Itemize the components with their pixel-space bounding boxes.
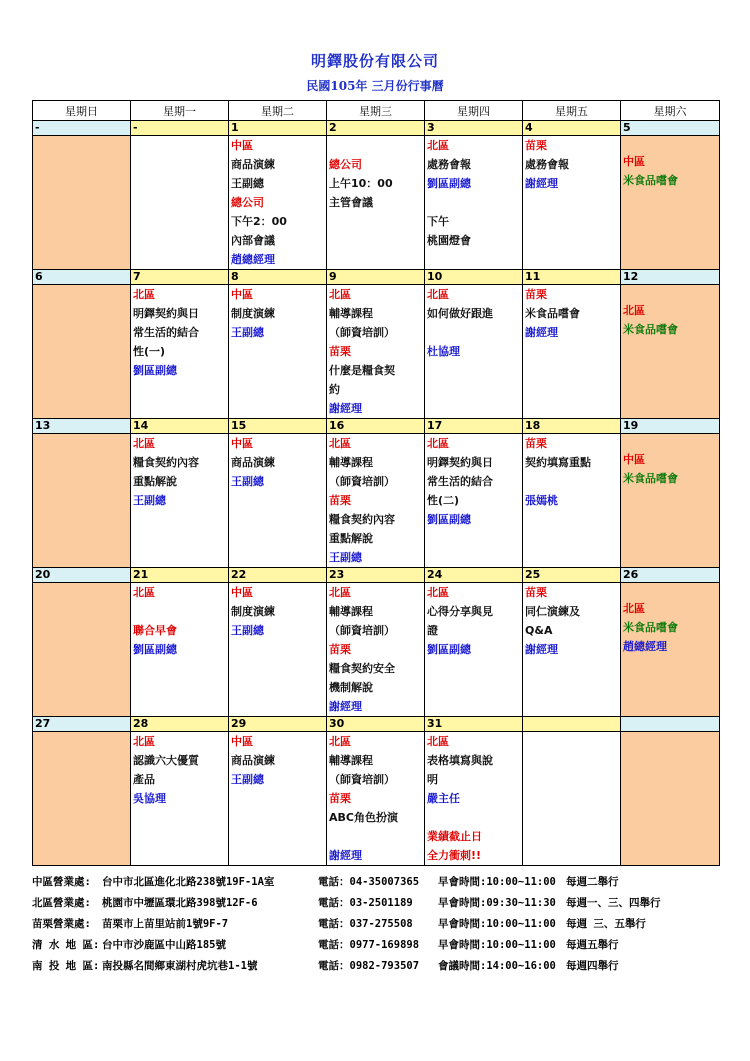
event-line: 謝經理: [329, 402, 362, 415]
day-cell: [33, 136, 131, 270]
event-line: （師資培訓）: [329, 773, 395, 786]
date-row: [33, 717, 720, 732]
event-line: 重點解說: [329, 532, 373, 545]
event-line: [427, 193, 522, 212]
date-number: 20: [33, 568, 131, 583]
event-line: 心得分享與見: [427, 605, 493, 618]
event-line: 制度演練: [231, 307, 275, 320]
event-line: 中區: [231, 735, 253, 748]
event-line: 苗栗: [329, 792, 351, 805]
event-line: 苗栗: [329, 345, 351, 358]
events-row: [33, 136, 720, 270]
event-line: [329, 136, 424, 155]
event-line: 常生活的結合: [427, 475, 493, 488]
date-number: 26: [621, 568, 720, 583]
event-line: 商品演練: [231, 158, 275, 171]
office-address: 台中市沙鹿區中山路185號: [102, 939, 226, 951]
event-line: 王副總: [231, 475, 264, 488]
event-line: 米食品嚐會: [623, 472, 678, 485]
weekday-header: 星期六: [621, 101, 720, 121]
date-row: [33, 419, 720, 434]
event-line: 商品演練: [231, 456, 275, 469]
event-line: 謝經理: [525, 326, 558, 339]
event-line: 明鐸契約與日: [427, 456, 493, 469]
event-line: 處務會報: [525, 158, 569, 171]
event-line: 中區: [231, 288, 253, 301]
day-cell: [425, 136, 523, 270]
date-number: [621, 717, 720, 732]
date-number: 19: [621, 419, 720, 434]
meeting-time: 早會時間:09:30~11:30: [438, 897, 556, 909]
meeting-day: 每週五舉行: [566, 939, 619, 951]
day-cell: [327, 136, 425, 270]
date-number: 18: [523, 419, 621, 434]
day-cell: [131, 136, 229, 270]
event-line: 內部會議: [231, 234, 275, 247]
meeting-day: 每週四舉行: [566, 960, 619, 972]
date-number: 6: [33, 270, 131, 285]
events-row: [33, 732, 720, 866]
day-cell: [33, 285, 131, 419]
event-line: 處務會報: [427, 158, 471, 171]
date-number: 31: [425, 717, 523, 732]
event-line: [525, 472, 620, 491]
office-phone: 電話：037-275508: [318, 918, 413, 930]
date-number: 3: [425, 121, 523, 136]
office-row: [32, 914, 732, 935]
event-line: 下午: [427, 215, 449, 228]
weekday-header: 星期一: [131, 101, 229, 121]
office-phone: 電話：0977-169898: [318, 939, 420, 951]
office-phone: 電話：04-35007365: [318, 876, 420, 888]
day-cell: [621, 583, 720, 717]
event-line: 米食品嚐會: [525, 307, 580, 320]
event-line: （師資培訓）: [329, 475, 395, 488]
meeting-day: 每週一、三、四舉行: [566, 897, 661, 909]
day-cell: [523, 434, 621, 568]
day-cell: [425, 583, 523, 717]
date-row: [33, 270, 720, 285]
date-number: 9: [327, 270, 425, 285]
day-cell: [131, 583, 229, 717]
event-line: 糧食契約安全: [329, 662, 395, 675]
meeting-time: 早會時間:10:00~11:00: [438, 939, 556, 951]
event-line: 苗栗: [525, 437, 547, 450]
event-line: Q&A: [525, 624, 553, 637]
date-number: 2: [327, 121, 425, 136]
date-number: 30: [327, 717, 425, 732]
date-number: 29: [229, 717, 327, 732]
date-number: 24: [425, 568, 523, 583]
event-line: 桃園燈會: [427, 234, 471, 247]
event-line: 米食品嚐會: [623, 621, 678, 634]
event-line: 北區: [133, 735, 155, 748]
date-number: 25: [523, 568, 621, 583]
date-number: 16: [327, 419, 425, 434]
event-line: 輔導課程: [329, 754, 373, 767]
office-row: [32, 956, 732, 977]
event-line: 約: [329, 383, 340, 396]
date-number: -: [33, 121, 131, 136]
date-number: 8: [229, 270, 327, 285]
date-row: [33, 568, 720, 583]
event-line: 王副總: [231, 326, 264, 339]
event-line: 苗栗: [329, 643, 351, 656]
date-number: 21: [131, 568, 229, 583]
event-line: 吳協理: [133, 792, 166, 805]
event-line: 米食品嚐會: [623, 323, 678, 336]
event-line: 總公司: [231, 196, 264, 209]
event-line: 什麼是糧食契: [329, 364, 395, 377]
calendar-table: [32, 100, 720, 866]
meeting-time: 早會時間:10:00~11:00: [438, 918, 556, 930]
meeting-day: 每週二舉行: [566, 876, 619, 888]
event-line: 王副總: [231, 624, 264, 637]
event-line: 輔導課程: [329, 605, 373, 618]
event-line: 謝經理: [525, 643, 558, 656]
event-line: 中區: [623, 155, 645, 168]
event-line: 北區: [623, 304, 645, 317]
day-cell: [229, 285, 327, 419]
date-number: 13: [33, 419, 131, 434]
event-line: 趙總經理: [623, 640, 667, 653]
day-cell: [131, 285, 229, 419]
event-line: [329, 827, 424, 846]
event-line: 中區: [623, 453, 645, 466]
office-phone: 電話：03-2501189: [318, 897, 413, 909]
day-cell: [523, 583, 621, 717]
event-line: 北區: [427, 288, 449, 301]
event-line: 北區: [427, 437, 449, 450]
event-line: 北區: [623, 602, 645, 615]
date-number: 23: [327, 568, 425, 583]
event-line: 張嫣桃: [525, 494, 558, 507]
event-line: 北區: [329, 288, 351, 301]
weekday-header: 星期四: [425, 101, 523, 121]
day-cell: [621, 434, 720, 568]
event-line: 表格填寫與說: [427, 754, 493, 767]
event-line: 北區: [427, 735, 449, 748]
event-line: 嚴主任: [427, 792, 460, 805]
event-line: 糧食契約內容: [133, 456, 199, 469]
office-name: 北區營業處:: [32, 897, 91, 909]
day-cell: [621, 136, 720, 270]
event-line: [427, 808, 522, 827]
date-number: 15: [229, 419, 327, 434]
office-name: 中區營業處:: [32, 876, 91, 888]
day-cell: [523, 732, 621, 866]
day-cell: [33, 732, 131, 866]
day-cell: [425, 285, 523, 419]
event-line: 糧食契約內容: [329, 513, 395, 526]
event-line: 劉區副總: [133, 364, 177, 377]
events-row: [33, 434, 720, 568]
event-line: 王副總: [231, 773, 264, 786]
office-row: [32, 893, 732, 914]
event-line: 劉區副總: [133, 643, 177, 656]
day-cell: [327, 732, 425, 866]
office-address: 台中市北區進化北路238號19F-1A室: [102, 876, 275, 888]
event-line: 機制解說: [329, 681, 373, 694]
event-line: 全力衝刺!!: [427, 849, 482, 862]
office-row: [32, 872, 732, 893]
event-line: 如何做好跟進: [427, 307, 493, 320]
event-line: 總公司: [329, 158, 362, 171]
date-number: 27: [33, 717, 131, 732]
office-address: 苗栗市上苗里站前1號9F-7: [102, 918, 229, 930]
meeting-time: 會議時間:14:00~16:00: [438, 960, 556, 972]
day-cell: [229, 732, 327, 866]
event-line: 中區: [231, 139, 253, 152]
event-line: ABC角色扮演: [329, 811, 398, 824]
event-line: 性(二): [427, 494, 460, 507]
day-cell: [131, 434, 229, 568]
event-line: 劉區副總: [427, 643, 471, 656]
event-line: 北區: [329, 735, 351, 748]
events-row: [33, 583, 720, 717]
event-line: （師資培訓）: [329, 624, 395, 637]
company-title: 明鐸股份有限公司: [310, 52, 439, 70]
event-line: 產品: [133, 773, 155, 786]
event-line: 輔導課程: [329, 456, 373, 469]
event-line: 王副總: [231, 177, 264, 190]
day-cell: [327, 583, 425, 717]
date-number: 5: [621, 121, 720, 136]
meeting-day: 每週 三、五舉行: [566, 918, 646, 930]
event-line: 明: [427, 773, 438, 786]
event-line: 認識六大優質: [133, 754, 199, 767]
event-line: 商品演練: [231, 754, 275, 767]
date-number: 28: [131, 717, 229, 732]
office-address: 南投縣名間鄉東湖村虎坑巷1-1號: [102, 960, 258, 972]
date-number: [523, 717, 621, 732]
office-name: 南 投 地 區:: [32, 960, 100, 972]
event-line: 王副總: [133, 494, 166, 507]
event-line: 北區: [427, 139, 449, 152]
day-cell: [523, 136, 621, 270]
date-number: 12: [621, 270, 720, 285]
day-cell: [327, 434, 425, 568]
event-line: 北區: [427, 586, 449, 599]
weekday-header: 星期五: [523, 101, 621, 121]
date-number: 4: [523, 121, 621, 136]
event-line: 苗栗: [525, 139, 547, 152]
date-number: 14: [131, 419, 229, 434]
day-cell: [33, 434, 131, 568]
event-line: 常生活的結合: [133, 326, 199, 339]
event-line: 契約填寫重點: [525, 456, 591, 469]
event-line: 聯合早會: [133, 624, 177, 637]
date-number: 22: [229, 568, 327, 583]
day-cell: [425, 732, 523, 866]
event-line: 同仁演練及: [525, 605, 580, 618]
day-cell: [425, 434, 523, 568]
event-line: 王副總: [329, 551, 362, 564]
event-line: 杜協理: [427, 345, 460, 358]
events-row: [33, 285, 720, 419]
weekday-header: 星期日: [33, 101, 131, 121]
event-line: 北區: [329, 437, 351, 450]
event-line: 苗栗: [525, 586, 547, 599]
event-line: 劉區副總: [427, 513, 471, 526]
event-line: 主管會議: [329, 196, 373, 209]
office-name: 苗栗營業處:: [32, 918, 91, 930]
event-line: 制度演練: [231, 605, 275, 618]
event-line: 證: [427, 624, 438, 637]
office-name: 清 水 地 區:: [32, 939, 100, 951]
date-number: -: [131, 121, 229, 136]
event-line: 輔導課程: [329, 307, 373, 320]
date-number: 7: [131, 270, 229, 285]
event-line: 明鐸契約與日: [133, 307, 199, 320]
event-line: 北區: [133, 586, 155, 599]
date-number: 11: [523, 270, 621, 285]
event-line: 業績截止日: [427, 830, 482, 843]
day-cell: [621, 732, 720, 866]
day-cell: [229, 583, 327, 717]
event-line: 謝經理: [525, 177, 558, 190]
event-line: 北區: [133, 288, 155, 301]
date-number: 17: [425, 419, 523, 434]
date-number: 1: [229, 121, 327, 136]
event-line: [427, 323, 522, 342]
event-line: （師資培訓）: [329, 326, 395, 339]
event-line: 劉區副總: [427, 177, 471, 190]
event-line: 重點解說: [133, 475, 177, 488]
office-row: [32, 935, 732, 956]
event-line: 中區: [231, 586, 253, 599]
event-line: 苗栗: [329, 494, 351, 507]
office-info: [32, 872, 732, 977]
event-line: [133, 602, 228, 621]
event-line: 性(一): [133, 345, 166, 358]
day-cell: [229, 136, 327, 270]
event-line: 米食品嚐會: [623, 174, 678, 187]
event-line: 苗栗: [525, 288, 547, 301]
day-cell: [229, 434, 327, 568]
event-line: 北區: [329, 586, 351, 599]
weekday-header: 星期三: [327, 101, 425, 121]
day-cell: [131, 732, 229, 866]
event-line: 北區: [133, 437, 155, 450]
event-line: 謝經理: [329, 849, 362, 862]
event-line: 中區: [231, 437, 253, 450]
day-cell: [327, 285, 425, 419]
day-cell: [33, 583, 131, 717]
day-cell: [523, 285, 621, 419]
date-number: 10: [425, 270, 523, 285]
office-phone: 電話：0982-793507: [318, 960, 420, 972]
event-line: 趙總經理: [231, 253, 275, 266]
date-row: [33, 121, 720, 136]
meeting-time: 早會時間:10:00~11:00: [438, 876, 556, 888]
office-address: 桃園市中壢區環北路398號12F-6: [102, 897, 258, 909]
event-line: 下午2：00: [231, 215, 287, 228]
day-cell: [621, 285, 720, 419]
calendar-subtitle: 民國105年 三月份行事曆: [306, 79, 444, 93]
event-line: 謝經理: [329, 700, 362, 713]
event-line: 上午10：00: [329, 177, 393, 190]
weekday-header-row: [33, 101, 720, 121]
weekday-header: 星期二: [229, 101, 327, 121]
